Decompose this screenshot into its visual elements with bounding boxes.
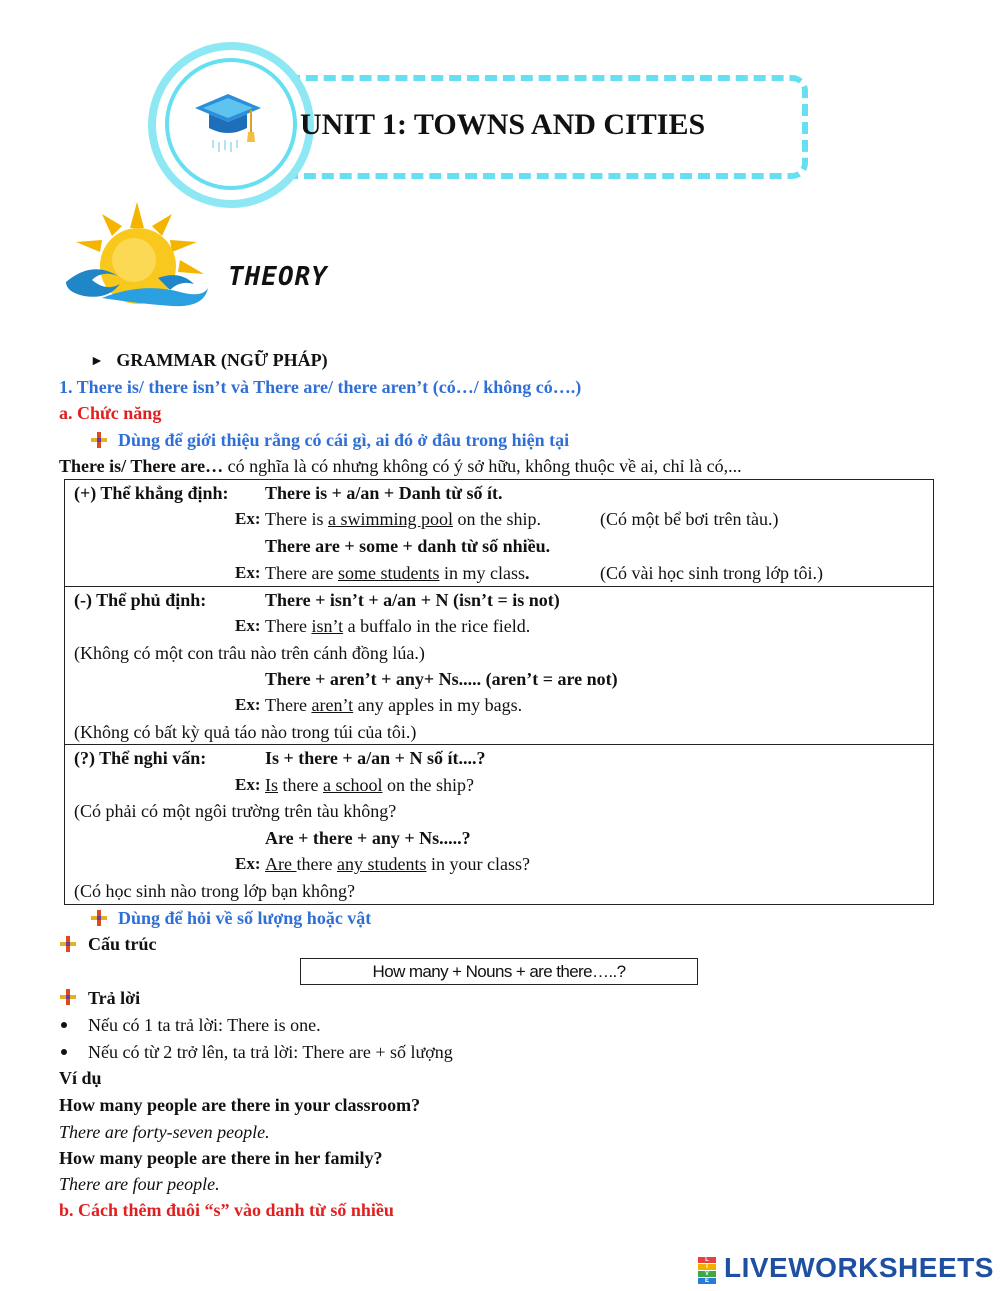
text: in my class [439, 563, 525, 583]
affirmative-example-2 [265, 561, 529, 585]
question-formula-2: Are + there + any + Ns.....? [265, 828, 471, 848]
underlined-text: a school [322, 775, 383, 795]
example-answer: There are forty-seven people. [59, 1122, 270, 1142]
ex-label: Ex: [235, 563, 261, 582]
text: There are [265, 563, 338, 583]
sun-icon [62, 200, 212, 312]
formula-box: How many + Nouns + are there…..? [300, 958, 698, 985]
text: on the ship? [382, 775, 474, 795]
question-example-2 [265, 852, 530, 876]
text: there [296, 854, 337, 874]
logo-letter: I [698, 1264, 716, 1270]
underlined-text: isn’t [311, 616, 344, 636]
example-label: Ví dụ [59, 1068, 102, 1088]
underlined-text: some [337, 563, 381, 583]
text: there [278, 775, 323, 795]
affirmative-translation-2: (Có vài học sinh trong lớp tôi.) [600, 563, 823, 583]
arrow-bullet-icon: ► [90, 354, 104, 369]
cross-bullet-icon [59, 935, 77, 953]
negative-example-1 [265, 614, 530, 638]
logo-letter: V [698, 1271, 716, 1277]
answer-label: Trả lời [88, 988, 141, 1008]
question-translation-2: (Có học sinh nào trong lớp bạn không? [74, 881, 355, 901]
ex-label: Ex: [235, 509, 261, 528]
grammar-heading-text: GRAMMAR (NGỮ PHÁP) [116, 350, 328, 370]
example-answer: There are four people. [59, 1174, 220, 1194]
section-b-title: b. Cách thêm đuôi “s” vào danh từ số nhiều [59, 1200, 394, 1220]
underlined-text: any students [336, 854, 427, 874]
affirmative-example-1 [265, 507, 541, 531]
section-a-title: a. Chức năng [59, 403, 162, 423]
theory-heading: THEORY [228, 262, 328, 292]
underlined-text: Are [265, 854, 297, 874]
bullet-2-text: Dùng để hỏi về số lượng hoặc vật [118, 908, 372, 928]
intro-bold: There is/ There are… [59, 456, 224, 476]
text: There is [265, 509, 328, 529]
question-translation-1: (Có phải có một ngôi trường trên tàu không? [74, 801, 397, 821]
question-formula-1: Is + there + a/an + N số ít....? [265, 748, 486, 768]
cross-bullet-icon [90, 431, 108, 449]
bullet-1-text: Dùng để giới thiệu rằng có cái gì, ai đó ở đâu trong hiện tại [118, 430, 570, 450]
negative-formula-2: There + aren’t + any+ Ns..... (aren’t = are not) [265, 669, 618, 689]
underlined-text: aren’t [311, 695, 354, 715]
text: There [265, 616, 312, 636]
logo-letter: E [698, 1278, 716, 1284]
logo-letter: L [698, 1257, 716, 1263]
affirmative-formula-2: There are + some + danh từ số nhiều. [265, 536, 551, 556]
grammar-heading [90, 348, 328, 374]
text: There [265, 695, 312, 715]
cross-bullet-icon [90, 909, 108, 927]
negative-translation-1: (Không có một con trâu nào trên cánh đồng lúa.) [74, 643, 425, 663]
text: in your class? [426, 854, 530, 874]
affirmative-label: (+) Thể khẳng định: [74, 483, 229, 503]
ex-label: Ex: [235, 616, 261, 635]
answer-item: Nếu có từ 2 trở lên, ta trả lời: There are + số lượng [88, 1042, 453, 1062]
text: a buffalo in the rice field. [343, 616, 531, 636]
negative-example-2 [265, 693, 522, 717]
cross-bullet-icon [59, 988, 77, 1006]
table-divider [65, 744, 933, 745]
question-example-1 [265, 773, 474, 797]
negative-formula-1: There + isn’t + a/an + N (isn’t = is not) [265, 590, 560, 610]
section-1-title: 1. There is/ there isn’t và There are/ there aren’t (có…/ không có….) [59, 377, 582, 397]
question-label: (?) Thể nghi vấn: [74, 748, 207, 768]
negative-label: (-) Thể phủ định: [74, 590, 207, 610]
text: . [524, 563, 530, 583]
liveworksheets-logo [698, 1257, 716, 1284]
ex-label: Ex: [235, 854, 261, 873]
page-title: UNIT 1: TOWNS AND CITIES [300, 108, 706, 141]
intro-sentence [59, 454, 742, 478]
text: any apples in my bags. [353, 695, 523, 715]
bullet-dot-icon [61, 1022, 67, 1028]
affirmative-translation-1: (Có một bể bơi trên tàu.) [600, 509, 779, 529]
structure-label: Cấu trúc [88, 934, 157, 954]
answer-item: Nếu có 1 ta trả lời: There is one. [88, 1015, 321, 1035]
negative-translation-2: (Không có bất kỳ quả táo nào trong túi của tôi.) [74, 722, 417, 742]
example-question: How many people are there in your classroom? [59, 1095, 421, 1115]
text: on the ship. [452, 509, 541, 529]
example-question: How many people are there in her family? [59, 1148, 383, 1168]
underlined-text: students [380, 563, 440, 583]
table-divider [65, 586, 933, 587]
intro-rest: có nghĩa là có nhưng không có ý sở hữu, không thuộc về ai, chỉ là có,... [223, 456, 742, 476]
bullet-dot-icon [61, 1049, 67, 1055]
affirmative-formula-1: There is + a/an + Danh từ số ít. [265, 483, 503, 503]
ex-label: Ex: [235, 775, 261, 794]
underlined-text: Is [265, 775, 278, 795]
underlined-text: a swimming pool [327, 509, 453, 529]
ex-label: Ex: [235, 695, 261, 714]
graduation-cap-icon [193, 92, 263, 154]
brand-name: LIVEWORKSHEETS [724, 1252, 994, 1283]
